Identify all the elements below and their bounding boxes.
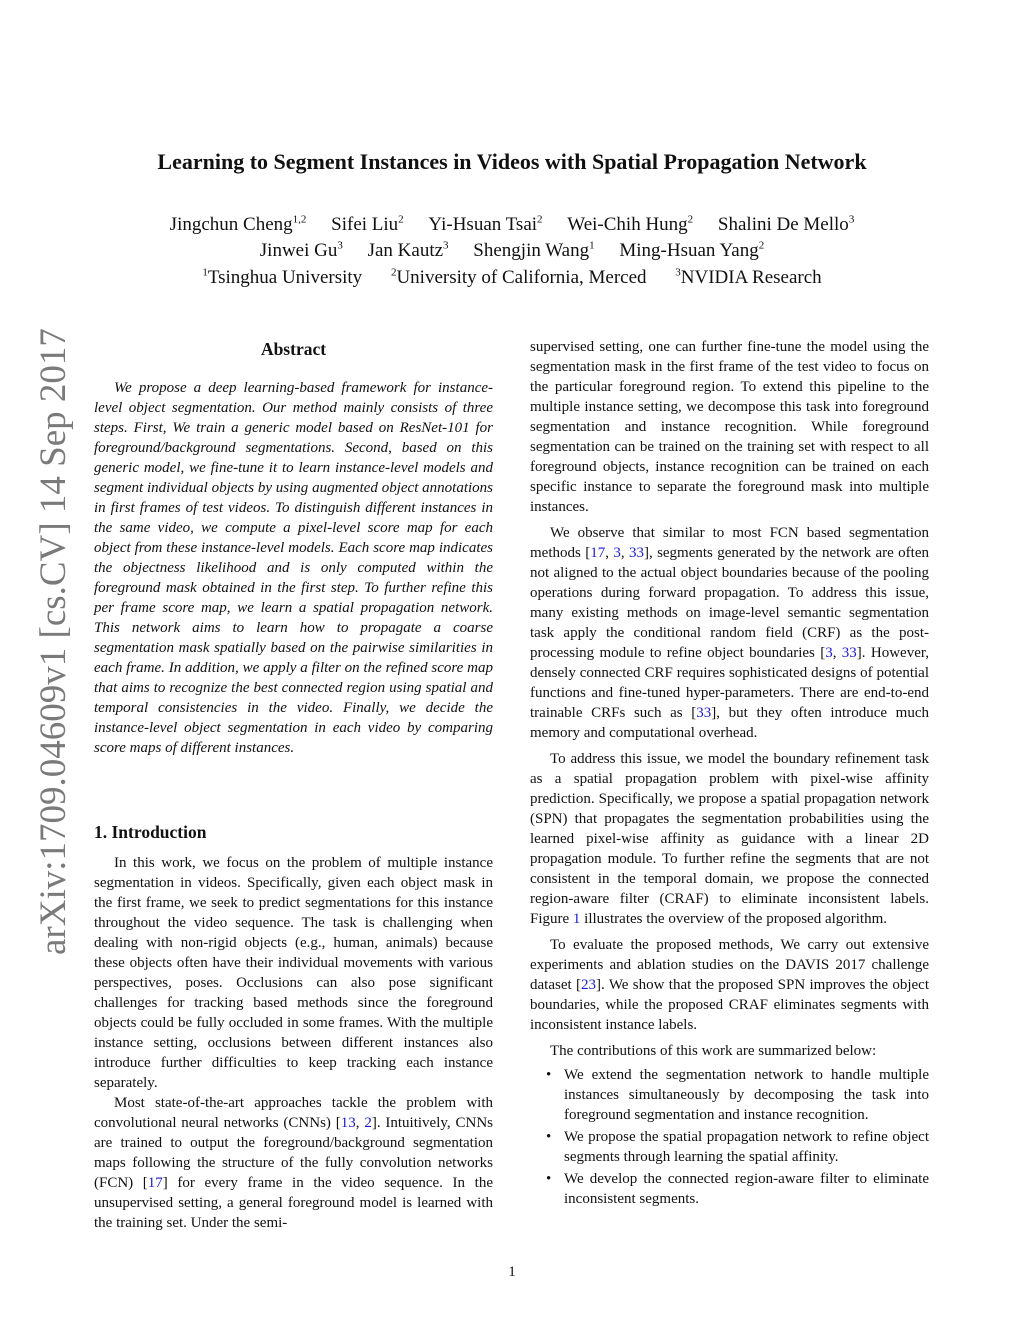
author: Shengjin Wang$^1$ (473, 239, 595, 261)
page-number: 1 (508, 1264, 516, 1280)
paragraph: In this work, we focus on the problem of multiple instance segmentation in videos. Specifically, given each object mask in the first frame, we seek to predict segmentations for this instance throughout the video sequence. The task is challenging when dealing with non-rigid objects (e.g., human, animals) because these objects often have their individual movements with various perspectives, poses. Occlusions can also pose significant challenges for tracking based methods since the foreground objects could be fully occluded in some frames. With the multiple instance setting, occlusions between different instances also introduce further difficulties to keep tracking each instance separately. (94, 855, 493, 1091)
author: Ming-Hsuan Yang$^2$ (619, 239, 765, 261)
affiliation: $^1$Tsinghua University (202, 266, 363, 288)
citation-link[interactable]: 23 (581, 977, 596, 993)
citation-link[interactable]: 3 (825, 645, 833, 661)
paragraph: To evaluate the proposed methods, We carry out extensive experiments and ablation studies on the DAVIS 2017 challenge dataset [23]. We show that the proposed SPN improves the object boundaries, while the proposed CRAF eliminates segments with inconsistent instance labels. (530, 937, 930, 1033)
list-item: • We develop the connected region-aware filter to eliminate inconsistent segments. (546, 1171, 929, 1207)
citation-link[interactable]: 17 (147, 1175, 163, 1191)
citation-link[interactable]: 17 (590, 545, 606, 561)
citation-link[interactable]: 2 (364, 1115, 372, 1131)
list-item: • We extend the segmentation network to handle multiple instances simultaneously by decomposing the task into foreground segmentation and instance recognition. (546, 1067, 929, 1123)
affiliation: $^2$University of California, Merced (390, 266, 647, 288)
abstract-body: We propose a deep learning-based framework for instance-level object segmentation. Our method mainly consists of three steps. First, We train a generic model based on ResNet-101 for foreground/background segmentations. Second, based on this generic model, we fine-tune it to learn instance-level models and segment individual objects by using augmented object annotations in first frames of test videos. To distinguish different instances in the same video, we compute a pixel-level score map for each object from these instance-level models. Each score map indicates the objectness likelihood and is only computed within the foreground mask obtained in the first step. To further refine this per frame score map, we learn a spatial propagation network. This network aims to learn how to propagate a coarse segmentation mask spatially based on the pairwise similarities in each frame. In addition, we apply a filter on the refined score map that aims to recognize the best connected region using spatial and temporal consistencies in the video. Finally, we decide the instance-level object segmentation in each video by comparing score maps of different instances. (94, 380, 493, 756)
author: Sifei Liu$^2$ (331, 213, 404, 235)
paper-title: Learning to Segment Instances in Videos with Spatial Propagation Network (157, 149, 867, 174)
list-item: • We propose the spatial propagation network to refine object segments through learning the spatial affinity. (546, 1129, 929, 1165)
arxiv-identifier-stamp[interactable]: arXiv:1709.04609v1 [cs.CV] 14 Sep 2017 (33, 328, 74, 955)
bullet-icon: • (546, 1171, 552, 1187)
paragraph: Most state-of-the-art approaches tackle the problem with convolutional neural networks (CNNs) [13, 2]. Intuitively, CNNs are trained to output the foreground/background segmentation maps following the structure of the fully convolution networks (FCN) [17] for every frame in the video sequence. In the unsupervised setting, a general foreground model is learned with the training set. Under the semi- (94, 1095, 493, 1231)
author-list (60, 212, 964, 264)
affiliation: $^3$NVIDIA Research (675, 266, 822, 288)
left-column (94, 337, 493, 1231)
author-row-1 (60, 212, 964, 238)
author: Wei-Chih Hung$^2$ (567, 213, 694, 235)
introduction-body (94, 853, 493, 1233)
author: Jinwei Gu$^3$ (259, 239, 343, 261)
introduction-heading: 1. Introduction (94, 822, 207, 842)
paragraph: The contributions of this work are summarized below: (550, 1043, 877, 1059)
right-column (530, 337, 929, 1211)
contribution-list (530, 1065, 929, 1209)
paragraph: supervised setting, one can further fine-tune the model using the segmentation mask in the first frame of the test video to focus on the particular foreground region. To extend this pipeline to the multiple instance setting, we decompose this task into foreground segmentation and instance recognition. While foreground segmentation can be trained on the training set with respect to all foreground objects, instance recognition can be trained on each specific instance to separate the foreground mask into multiple instances. (530, 339, 929, 515)
bullet-icon: • (546, 1129, 552, 1145)
paragraph: To address this issue, we model the boundary refinement task as a spatial propagation problem with pixel-wise affinity prediction. Specifically, we propose a spatial propagation network (SPN) that propagates the segmentation probabilities using the learned pixel-wise affinity as guidance with a linear 2D propagation module. To further refine the segments that are not consistent in the temporal domain, we propose the connected region-aware filter (CRAF) to eliminate inconsistent labels. Figure 1 illustrates the overview of the proposed algorithm. (530, 751, 929, 927)
author: Yi-Hsuan Tsai$^2$ (428, 213, 543, 235)
paragraph: We observe that similar to most FCN based segmentation methods [17, 3, 33], segments generated by the network are often not aligned to the actual object boundaries because of the pooling operations during forward propagation. To address this issue, many existing methods on image-level semantic segmentation task apply the conditional random field (CRF) as the post-processing module to refine object boundaries [3, 33]. However, densely connected CRF requires sophisticated designs of potential functions and fine-tuned hyper-parameters. There are end-to-end trainable CRFs such as [33], but they often introduce much memory and computational overhead. (530, 525, 930, 741)
author: Shalini De Mello$^3$ (717, 213, 855, 235)
affiliation-list (60, 264, 964, 292)
citation-link[interactable]: 33 (841, 645, 857, 661)
citation-link[interactable]: 3 (613, 545, 621, 561)
citation-link[interactable]: 33 (628, 545, 644, 561)
citation-link[interactable]: 33 (696, 705, 712, 721)
author: Jan Kautz$^3$ (367, 239, 449, 261)
citation-link[interactable]: 13 (340, 1115, 356, 1131)
author: Jingchun Cheng$^{1,2}$ (169, 213, 307, 235)
abstract-heading: Abstract (260, 339, 327, 359)
figure-reference-link[interactable]: 1 (572, 911, 581, 927)
bullet-icon: • (546, 1067, 552, 1083)
author-row-2 (60, 238, 964, 264)
